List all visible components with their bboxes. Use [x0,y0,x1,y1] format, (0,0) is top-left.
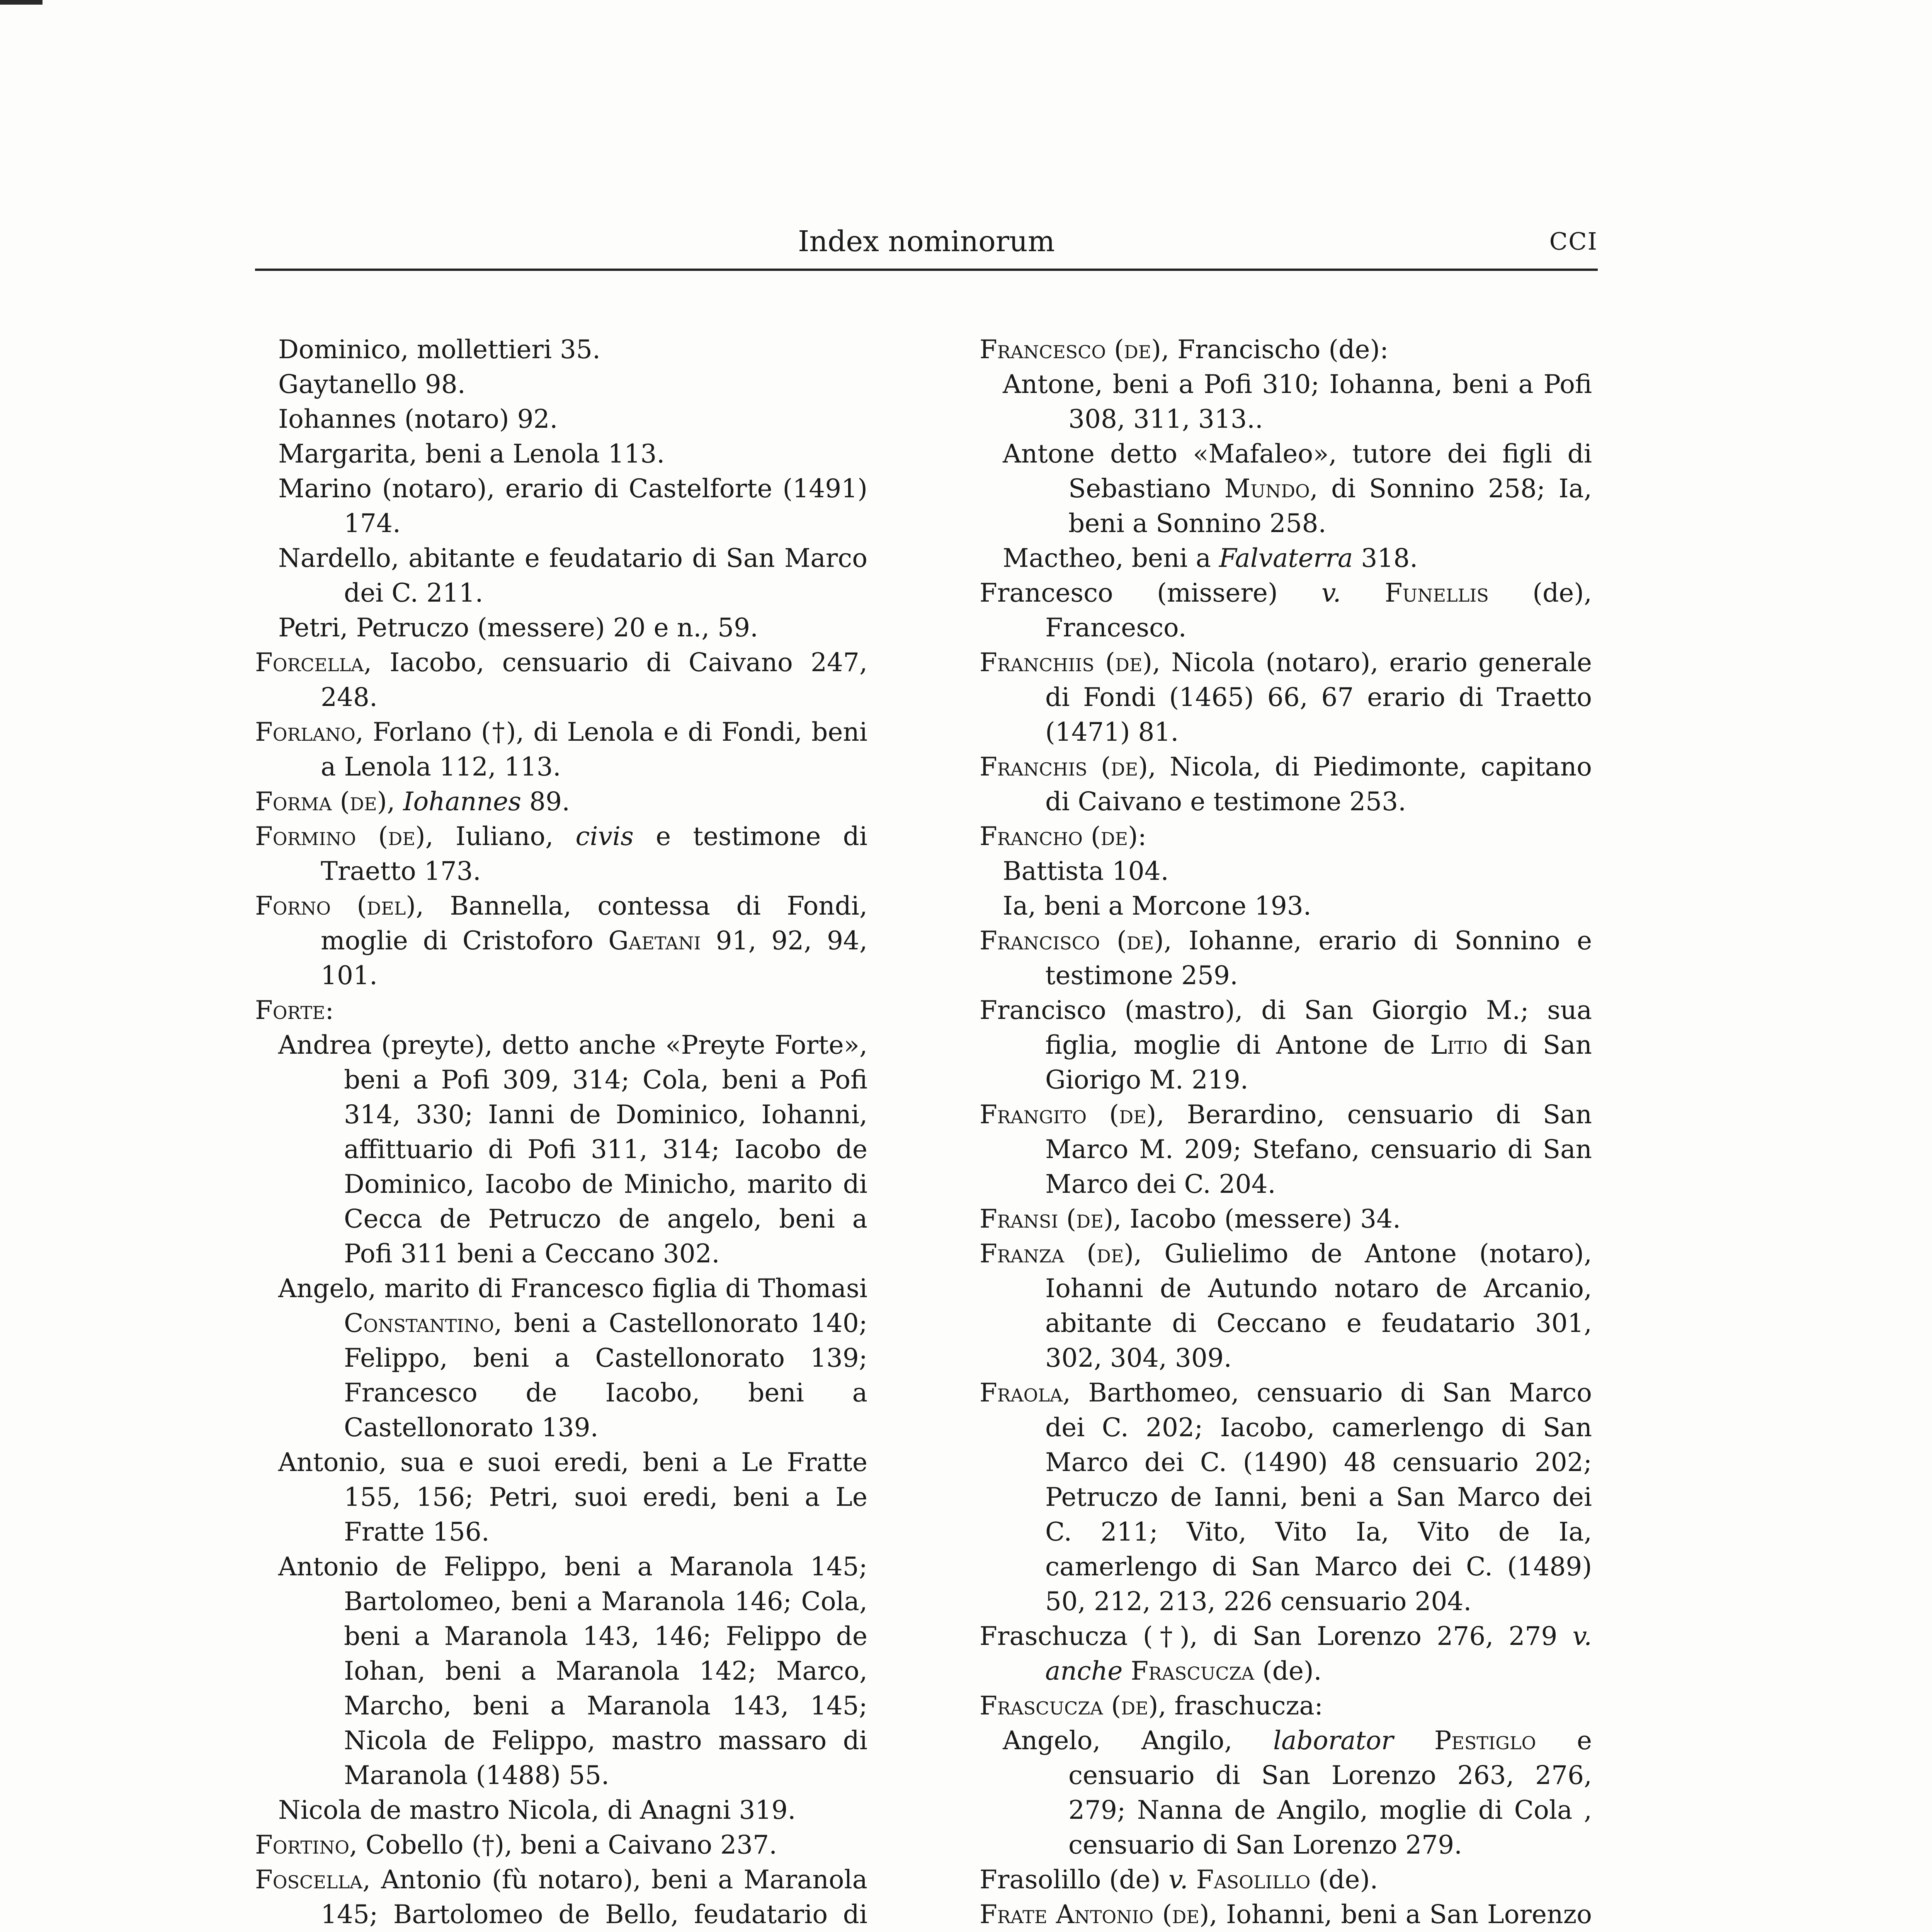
entry-headword: Forno (del) [255,891,416,921]
index-subentry: Antone detto «Mafaleo», tutore dei figli di Sebastiano Mundo, di Sonnino 258; Ia, beni a Sonnino 258. [1003,439,1592,538]
entry-italic: laborator [1273,1726,1394,1755]
index-entry: Formino (de), Iuliano, civis e testimone di Traetto 173. [255,821,868,886]
entry-italic: v. anche [1045,1621,1592,1686]
entry-italic: v. [1321,578,1341,608]
entry-smallcaps-name: Mundo [1224,474,1310,503]
index-subentry: Gaytanello 98. [278,369,466,399]
index-entry: Fraola, Barthomeo, censuario di San Marco dei C. 202; Iacobo, camerlengo di San Marco dei C. (1490) 48 censuario 202; Petruczo de Ianni, beni a San Marco dei C. 211; Vito, Vito Ia, Vito de Ia, camerlengo di San Marco dei C. (1489) 50, 212, 213, 226 censuario 204. [980,1378,1592,1616]
index-entry: Frasolillo (de) v. Fasolillo (de). [980,1865,1378,1895]
index-subentry: Mactheo, beni a Falvaterra 318. [1003,543,1418,573]
entry-smallcaps-name: Litio [1430,1030,1488,1060]
index-entry: Forte: [255,995,334,1025]
index-entry: Franza (de), Gulielimo de Antone (notaro), Iohanni de Autundo notaro de Arcanio, abitante di Ceccano e feudatario 301, 302, 304, 309. [980,1239,1592,1373]
entry-headword: Franchiis (de) [980,648,1153,677]
entry-headword: Forma (de) [255,787,387,816]
page-header [255,222,1598,265]
index-subentry: Andrea (preyte), detto anche «Preyte Forte», beni a Pofi 309, 314; Cola, beni a Pofi 314, 330; Ianni de Dominico, Iohanni, affittuario di Pofi 311, 314; Iacobo de Dominico, Iacobo de Minicho, marito di Cecca de Petruczo de angelo, beni a Pofi 311 beni a Ceccano 302. [278,1030,867,1269]
index-entry: Fortino, Cobello (†), beni a Caivano 237. [255,1830,777,1860]
index-subentry: Marino (notaro), erario di Castelforte (1491) 174. [278,474,867,538]
index-subentry: Dominico, mollettieri 35. [278,335,601,364]
index-column-right [980,332,1592,1932]
entry-italic: Falvaterra [1219,543,1353,573]
entry-headword: Francesco (de) [980,335,1162,364]
index-subentry: Petri, Petruczo (messere) 20 e n., 59. [278,613,759,643]
entry-headword: Franza (de) [980,1239,1134,1269]
entry-smallcaps-name: Funellis [1384,578,1489,608]
index-entry: Forlano, Forlano (†), di Lenola e di Fondi, beni a Lenola 112, 113. [255,717,867,782]
index-subentry: Margarita, beni a Lenola 113. [278,439,665,469]
index-entry: Fransi (de), Iacobo (messere) 34. [980,1204,1401,1234]
index-subentry: Nardello, abitante e feudatario di San Marco dei C. 211. [278,543,867,608]
index-entry: Forno (del), Bannella, contessa di Fondi, moglie di Cristoforo Gaetani 91, 92, 94, 101. [255,891,867,990]
entry-headword: Frangito (de) [980,1100,1156,1129]
page-number: CCI [1549,227,1598,255]
entry-headword: Fransi (de) [980,1204,1114,1234]
entry-italic: v. [1168,1865,1188,1895]
index-subentry: Battista 104. [1003,856,1169,886]
entry-headword: Fortino [255,1830,350,1860]
entry-smallcaps-name: Pestiglo [1434,1726,1536,1755]
entry-headword: Frascucza (de) [980,1691,1158,1721]
header-rule [255,269,1598,271]
entry-headword: Foscella [255,1865,363,1895]
index-subentry: Ia, beni a Morcone 193. [1003,891,1311,921]
index-subentry: Iohannes (notaro) 92. [278,404,558,434]
entry-headword: Franchis (de) [980,752,1148,782]
index-entry: Francisco (de), Iohanne, erario di Sonnino e testimone 259. [980,926,1592,990]
entry-headword: Forte [255,995,325,1025]
index-entry: Forcella, Iacobo, censuario di Caivano 247, 248. [255,648,867,712]
entry-smallcaps-name: Gaetani [608,926,701,956]
entry-italic: Iohannes [403,787,521,816]
index-entry: Frangito (de), Berardino, censuario di San Marco M. 209; Stefano, censuario di San Marco dei C. 204. [980,1100,1592,1199]
index-entry: Foscella, Antonio (fù notaro), beni a Maranola 145; Bartolomeo de Bello, feudatario di [255,1865,867,1929]
index-entry: Frate Antonio (de), Iohanni, beni a San Lorenzo [980,1900,1592,1929]
index-entry: Francho (de): [980,821,1147,851]
scan-edge-mark [0,0,43,5]
entry-smallcaps-name: Frascucza [1131,1656,1254,1686]
index-column-left [255,332,867,1932]
index-entry: Fraschucza (†), di San Lorenzo 276, 279 v. anche Frascucza (de). [980,1621,1592,1686]
index-entry: Francesco (de), Francischo (de): [980,335,1389,364]
entry-headword: Francisco (de) [980,926,1164,956]
index-subentry: Antone, beni a Pofi 310; Iohanna, beni a Pofi 308, 311, 313.. [1003,369,1592,434]
index-entry: Forma (de), Iohannes 89. [255,787,570,816]
entry-headword: Frate Antonio (de) [980,1900,1209,1929]
entry-italic: civis [575,821,634,851]
index-entry: Francisco (mastro), di San Giorgio M.; sua figlia, moglie di Antone de Litio di San Giorigo M. 219. [980,995,1592,1095]
entry-headword: Fraola [980,1378,1063,1408]
index-subentry: Nicola de mastro Nicola, di Anagni 319. [278,1795,796,1825]
index-entry: Franchiis (de), Nicola (notaro), erario generale di Fondi (1465) 66, 67 erario di Traetto (1471) 81. [980,648,1592,747]
entry-headword: Formino (de) [255,821,425,851]
entry-headword: Forlano [255,717,355,747]
index-subentry: Angelo, marito di Francesco figlia di Thomasi Constantino, beni a Castellonorato 140; Felippo, beni a Castellonorato 139; Francesco de Iacobo, beni a Castellonorato 139. [278,1274,867,1442]
entry-headword: Forcella [255,648,364,677]
entry-headword: Francho (de) [980,821,1138,851]
index-entry: Francesco (missere) v. Funellis (de), Francesco. [980,578,1592,643]
index-entry: Franchis (de), Nicola, di Piedimonte, capitano di Caivano e testimone 253. [980,752,1592,816]
index-entry: Frascucza (de), fraschucza: [980,1691,1323,1721]
index-subentry: Antonio, sua e suoi eredi, beni a Le Fratte 155, 156; Petri, suoi eredi, beni a Le Fratte 156. [278,1447,867,1547]
index-subentry: Angelo, Angilo, laborator Pestiglo e censuario di San Lorenzo 263, 276, 279; Nanna de Angilo, moglie di Cola , censuario di San Lorenzo 279. [1003,1726,1592,1860]
index-subentry: Antonio de Felippo, beni a Maranola 145; Bartolomeo, beni a Maranola 146; Cola, beni a Maranola 143, 146; Felippo de Iohan, beni a Maranola 142; Marco, Marcho, beni a Maranola 143, 145; Nicola de Felippo, mastro massaro di Maranola (1488) 55. [278,1552,867,1790]
running-title: Index nominorum [798,225,1055,258]
entry-smallcaps-name: Constantino [344,1308,494,1338]
entry-smallcaps-name: Fasolillo [1196,1865,1311,1895]
